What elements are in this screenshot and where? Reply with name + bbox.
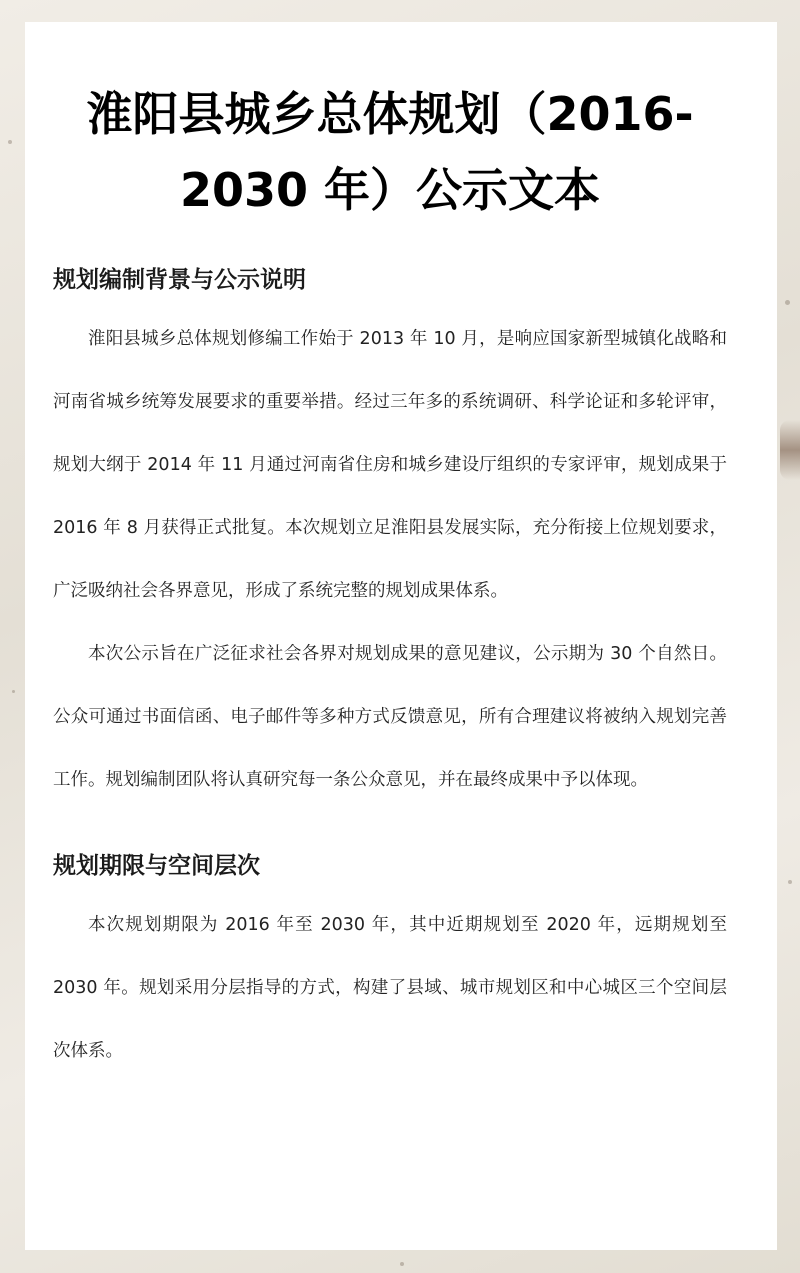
paper-speck xyxy=(8,140,12,144)
section-background xyxy=(53,260,727,812)
section-heading: 规划编制背景与公示说明 xyxy=(53,267,306,293)
section-heading: 规划期限与空间层次 xyxy=(53,853,260,879)
ink-brush-stroke xyxy=(780,420,800,480)
paper-speck xyxy=(400,1262,404,1266)
paragraph: 本次规划期限为 2016 年至 2030 年，其中近期规划至 2020 年，远期规划至 2030 年。规划采用分层指导的方式，构建了县域、城市规划区和中心城区三个空间层次体系。 xyxy=(53,915,727,1061)
paragraph: 淮阳县城乡总体规划修编工作始于 2013 年 10 月，是响应国家新型城镇化战略和河南省城乡统筹发展要求的重要举措。经过三年多的系统调研、科学论证和多轮评审，规划大纲于 2014 年 11 月通过河南省住房和城乡建设厅组织的专家评审，规划成果于 2016 年 8 月获得正式批复。本次规划立足淮阳县发展实际，充分衔接上位规划要求，广泛吸纳社会各界意见，形成了系统完整的规划成果体系。 xyxy=(53,329,727,601)
section-planning-period xyxy=(53,846,727,1083)
paper-speck xyxy=(788,880,792,884)
document-title: 淮阳县城乡总体规划（2016-2030 年）公示文本 xyxy=(86,87,694,217)
paper-speck xyxy=(785,300,790,305)
paper-speck xyxy=(12,690,15,693)
document-page xyxy=(25,22,777,1250)
paragraph: 本次公示旨在广泛征求社会各界对规划成果的意见建议，公示期为 30 个自然日。公众可通过书面信函、电子邮件等多种方式反馈意见，所有合理建议将被纳入规划完善工作。规划编制团队将认真研究每一条公众意见，并在最终成果中予以体现。 xyxy=(53,644,727,790)
